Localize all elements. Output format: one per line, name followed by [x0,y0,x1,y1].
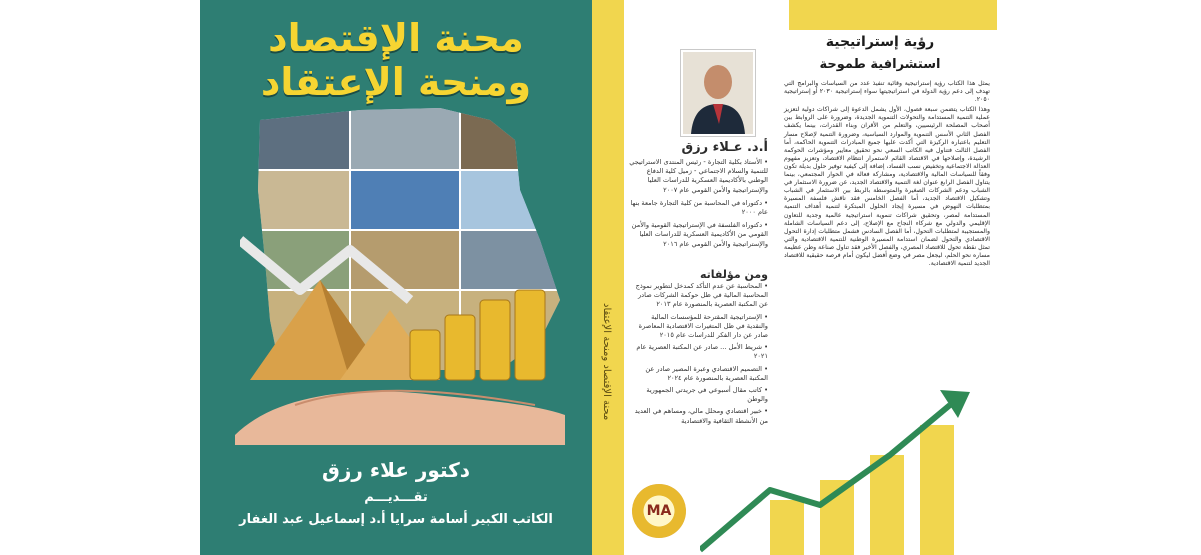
publisher-logo [632,484,686,538]
author-name: دكتور علاء رزق [321,458,471,482]
front-cover [200,0,592,555]
author-photo [681,50,755,136]
publication-item: • شريط الأمل ... صادر عن المكتبة العصرية عام ٢٠٢١ [636,343,768,361]
publisher-logo-text: MA [646,503,672,519]
title-line-2: ومنحة الإعتقاد [260,60,532,104]
vision-title: رؤية إستراتيجية [825,34,935,50]
spine-title: محنة الإقتصاد ومنحة الإعتقاد [601,302,612,420]
growth-chart-illustration [700,380,997,555]
hand-illustration [235,375,565,445]
introduction-label: تقـــديـــم [364,490,428,505]
publication-item: • المحاسبة عن عدم التأكد كمدخل لتطوير نموذج المحاسبة المالية في ظل حوكمة الشركات صادر عن المكتبة العصرية بالمنصورة عام ٢٠١٣ [635,282,768,309]
title-line-1: محنة الإقتصاد [268,16,524,60]
publication-item: • الإستراتيجية المقترحة للمؤسسات المالية والنقدية في ظل المتغيرات الاقتصادية المعاصرة صادر عن دار الفكر للدراسات عام ٢٠١٥ [638,312,768,340]
vision-paragraph: يمثل هذا الكتاب رؤية إستراتيجية وقائية تنفيذ عدد من السياسات والبرامج التي تهدف إلى دعم رؤية الدولة في استراتيجيتها سواء إستراتيجية ٢٠٣٠ أو إستراتيجية ٢٠٥٠. [784,80,991,104]
bio-item: • دكتوراه الفلسفة في الإستراتيجية القومية والأمن القومي من الأكاديمية العسكرية للدراسات العليا والإستراتيجية والأمن القومي عام ٢٠١٦ [631,221,768,248]
vision-body [784,80,990,270]
book-spine [592,0,616,555]
author-portrait-image [683,52,753,134]
egypt-map-collage [240,100,570,390]
bio-item: • دكتوراه في المحاسبة من كلية التجارة جامعة بنها عام ٢٠٠٠ [630,198,768,217]
author-bio [628,158,768,253]
publication-item: • كاتب مقال أسبوعي في جريدتي الجمهورية والوطن [646,386,768,404]
vision-paragraph: وهذا الكتاب يتضمن سبعة فصول، الأول يشمل الدعوة إلى شراكات دولية لتعزيز عملية التنمية المستدامة والتحولات التنموية الجديدة، وضرورة على الروابط بين أصحاب المصلحة الرئيسيين، والتعلم من الأقران وبناء القدرات، بينما يكشف الفصل الثاني الأسس التنموية والموارد السياسية، وضرورة التنمية لإصلاح مسار التعليم باعتباره الركيزة التي أكدت عليها جميع المبادرات التنموية الحاكمة، أما الفصل الثالث فتناول فيه الكاتب السعي نحو تحقيق معايير ومؤشرات الحوكمة الرشيدة، وإصلاحها في الاقتصاد القائم لاستمرار انتظام الاقتصاد، وتعزيز مفهوم العدالة الاجتماعية وتخفيض نسب الفساد، إضافة إلى كيفية توفير حلول بديلة تكون وفقاً للسياسات المالية والاقتصادية، ومشاركة فعالة في الحوار المجتمعي، بينما يتناول الفصل الرابع عنوان لغة التنمية والاقتصاد الجديد، عن ضرورة الاستثمار في الشباب ودعم الشركات الصغيرة والمتوسطة بالربط بين الاستثمار في الشباب وتشكيل الاقتصاد الجديد، أما الفصل الخامس فقد ناقش فلسفة المسيرة بمتطلبات النهوض في مسيرة إيجاد الحلول المبتكرة لتنمية أهداف التنمية المستدامة لمصر، وتحقيق شراكات تنموية استراتيجية عالمية وجدية للتعاون الإقليمي والدولي مع شركاء النجاح مع الإصلاح، إلى دعم السياسات الشاملة والمستجيبة لمتطلبات التحول، أما الفصل السادس فشمل متطلبات إدارة التحول الاقتصادي والتحول لضمان استدامة المسيرة الوطنية للتنمية الاقتصادية والتي تمثل نقطة تحول للاقتصاد المصري، والفصل الأخير فقد تناول صناعة وطن عظيمة مساره نحو الحلم، ليجعل مصر في وضع أفضل ليكون أمام فرصة حقيقية للاقتصاد الجديد لتنمية الاقتصادية. [784,106,990,268]
vision-subtitle: استشرافية طموحة [819,57,941,72]
publication-item: • التصميم الاقتصادي وعبرة المصير صادر عن المكتبة العصرية بالمنصورة عام ٢٠٢٤ [645,364,768,382]
egypt-map-illustration [240,100,570,390]
top-yellow-band [789,0,997,30]
bio-item: • الأستاذ بكلية التجارة - رئيس المنتدى الاستراتيجي للتنمية والسلام الاجتماعي - زميل كلية الدفاع الوطني بالأكاديمية العسكرية للدراسات العليا والإستراتيجية والأمن القومي عام ٢٠٠٧ [629,158,768,194]
back-cover-edge [616,0,624,555]
presenters: الكاتب الكبير أسامة سرايا أ.د إسماعيل عبد الغفار [239,512,553,527]
publications-title: ومن مؤلفاته [699,268,768,281]
publication-item: • خبير اقتصادي ومحلل مالي، ومساهم في العديد من الأنشطة الثقافية والاقتصادية [634,407,768,425]
bio-title: أ.د. عـلاء رزق [681,140,768,155]
